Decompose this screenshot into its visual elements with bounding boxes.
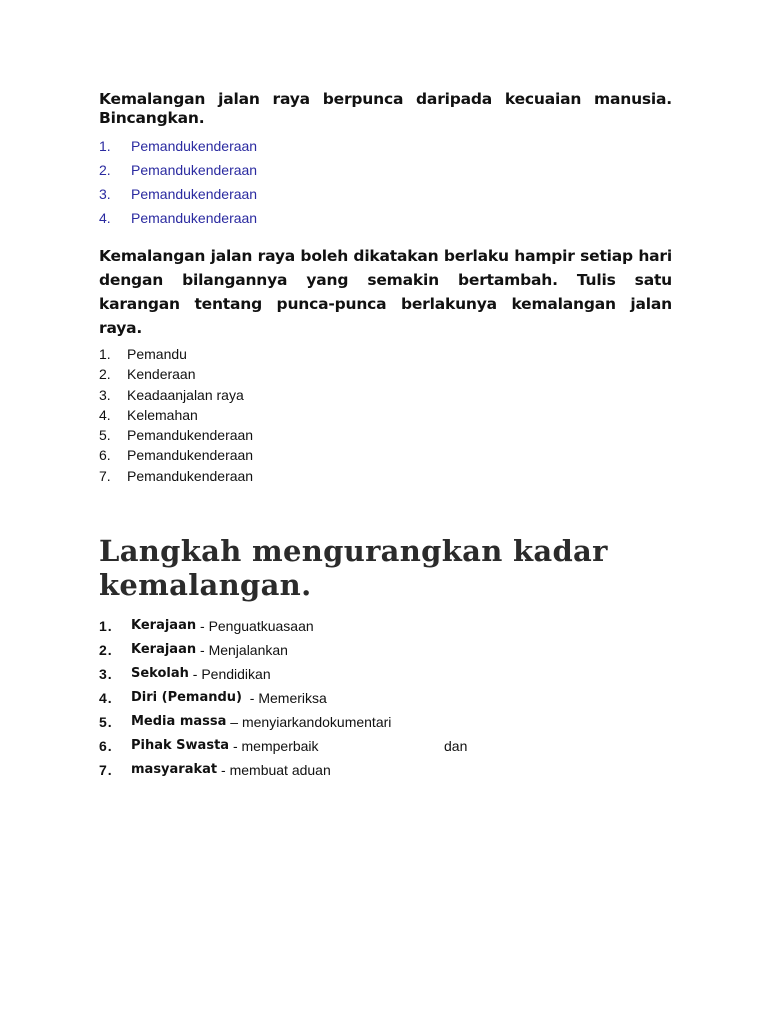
question-1-title: Kemalangan jalan raya berpunca daripada kecuaian manusia. Bincangkan. [99, 90, 672, 127]
list-item [99, 638, 672, 662]
list-item-text: Pemandukenderaan [131, 210, 258, 226]
list-item-text: Kenderaan [127, 366, 196, 383]
list-item-text: Pemandukenderaan [127, 467, 254, 484]
list-item-separator: – [226, 714, 242, 731]
document-page [99, 90, 672, 782]
list-item-text: Keadaanjalan raya [127, 386, 244, 403]
list-item-text: Penguatkuasaan [208, 618, 314, 635]
steps-list [99, 614, 672, 782]
list-item-number: 2. [99, 162, 111, 178]
list-item-number: 2. [99, 366, 111, 383]
list-item-number: 5. [99, 427, 111, 444]
list-item-number: 7. [99, 467, 111, 484]
list-item-separator: - [217, 762, 230, 779]
list-item-text: Memeriksa [258, 690, 327, 707]
list-item [99, 158, 672, 182]
list-item-number: 7. [99, 762, 113, 779]
list-item-text: Pemandukenderaan [127, 447, 254, 464]
list-item-number: 2. [99, 642, 113, 659]
list-item-number: 3. [99, 386, 111, 403]
list-item-term: Kerajaan [131, 642, 197, 658]
list-item-number: 3. [99, 666, 113, 683]
list-item-term: Sekolah [131, 666, 189, 682]
list-item-number: 3. [99, 186, 111, 202]
list-item [99, 425, 672, 445]
list-item-separator: - [229, 738, 242, 755]
list-item-separator: - [188, 666, 202, 683]
list-item-term: Media massa [131, 714, 227, 730]
list-item [99, 344, 672, 364]
list-item-text: menyiarkandokumentari [241, 714, 392, 731]
list-item-separator: - [196, 642, 209, 659]
question-2-list [99, 344, 672, 486]
list-item [99, 405, 672, 425]
list-item-text: Menjalankan [208, 642, 288, 659]
list-item-number: 1. [99, 618, 113, 635]
list-item-text: Pemandukenderaan [131, 186, 258, 202]
list-item [99, 206, 672, 230]
list-item [99, 758, 672, 782]
list-item [99, 614, 672, 638]
list-item-number: 6. [99, 447, 111, 464]
list-item [99, 364, 672, 384]
list-item-text: membuat aduan [229, 762, 331, 779]
list-item-separator: - [242, 690, 259, 707]
list-item [99, 710, 672, 734]
list-item [99, 134, 672, 158]
list-item-number: 6. [99, 738, 113, 755]
list-item-text: Pemandukenderaan [131, 162, 258, 178]
list-item-text: Pemandukenderaan [127, 427, 254, 444]
list-item-number: 5. [99, 714, 113, 731]
list-item-text: Pendidikan [201, 666, 271, 683]
list-item-number: 1. [99, 346, 111, 362]
list-item-extra-text: dan [444, 738, 468, 755]
list-item [99, 734, 672, 758]
list-item-number: 4. [99, 210, 111, 226]
list-item [99, 686, 672, 710]
list-item-number: 4. [99, 406, 111, 423]
list-item-number: 1. [99, 138, 111, 154]
list-item [99, 662, 672, 686]
list-item-text: Pemandu [127, 346, 187, 362]
list-item-term: masyarakat [131, 762, 218, 778]
list-item-text: Kelemahan [127, 406, 198, 423]
list-item-text: memperbaik [241, 738, 319, 755]
list-item [99, 445, 672, 465]
list-item-term: Kerajaan [131, 618, 197, 634]
list-item [99, 182, 672, 206]
list-item-term: Diri (Pemandu) [131, 690, 243, 706]
question-2-title: Kemalangan jalan raya boleh dikatakan berlaku hampir setiap hari dengan bilangannya yang semakin bertambah. Tulis satu karangan tentang punca-punca berlakunya kemalangan jalan raya. [99, 247, 672, 337]
section-heading: Langkah mengurangkan kadar kemalangan. [99, 534, 608, 603]
list-item-term: Pihak Swasta [131, 738, 230, 754]
list-item-text: Pemandukenderaan [131, 138, 258, 154]
list-item-separator: - [196, 618, 209, 635]
list-item-number: 4. [99, 690, 113, 707]
question-1-list [99, 134, 672, 230]
list-item [99, 385, 672, 405]
list-item [99, 466, 672, 486]
